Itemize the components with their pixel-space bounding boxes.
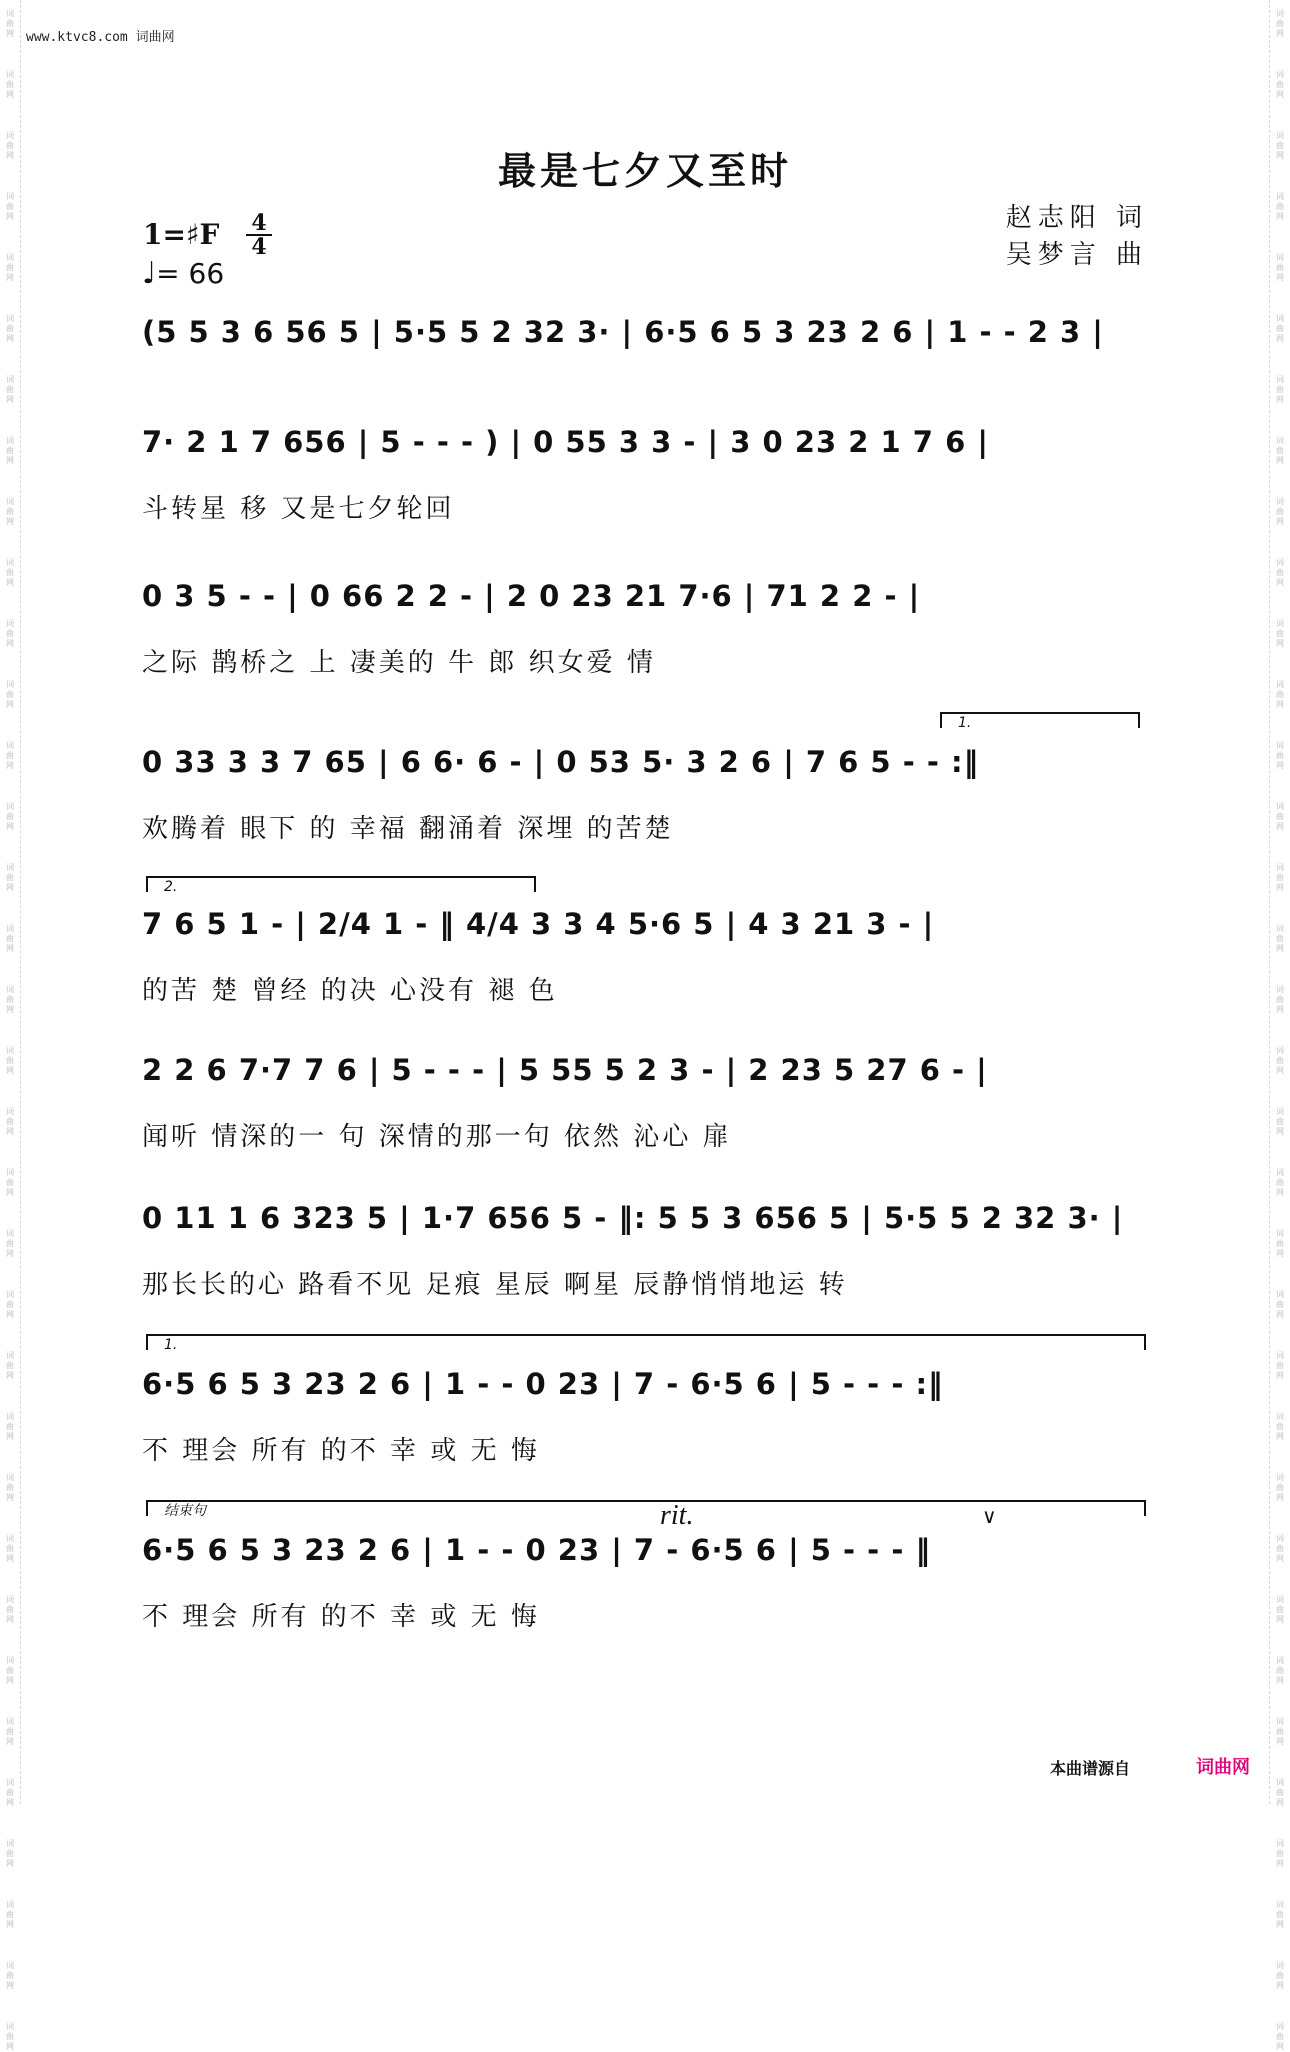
footer-source-text: 本曲谱源自	[1050, 1759, 1131, 1778]
volta-bracket-3	[146, 1334, 1146, 1353]
watermark-text: 词曲网	[1276, 1412, 1284, 1441]
watermark-text: 词曲网	[1276, 985, 1284, 1014]
system-notes: 0 3 5 - - | 0 66 2 2 - | 2 0 23 21 7·6 | 71 2 2 - |	[142, 579, 921, 613]
score-system-8	[142, 1364, 1148, 1468]
watermark-text: 词曲网	[1276, 192, 1284, 221]
score-system-6	[142, 1050, 1148, 1154]
watermark-text: 词曲网	[1276, 1656, 1284, 1685]
system-lyrics: 那长长的心 路看不见 足痕 星辰 啊星 辰静悄悄地运 转	[142, 1270, 848, 1300]
system-notes: 7· 2 1 7 656 | 5 - - - ) | 0 55 3 3 - | 3 0 23 2 1 7 6 |	[142, 425, 989, 459]
score-system-4	[142, 742, 1148, 846]
watermark-text: 词曲网	[6, 2022, 14, 2051]
watermark-text: 词曲网	[6, 253, 14, 282]
lyricist-credit: 赵志阳 词	[1005, 203, 1148, 233]
watermark-text: 词曲网	[6, 1534, 14, 1563]
watermark-text: 词曲网	[6, 680, 14, 709]
watermark-text: 词曲网	[6, 802, 14, 831]
time-signature-top: 4	[246, 212, 272, 236]
watermark-text: 词曲网	[6, 192, 14, 221]
watermark-text: 词曲网	[6, 436, 14, 465]
volta-bracket-1	[940, 712, 1140, 731]
watermark-text: 词曲网	[6, 375, 14, 404]
score-system-9	[142, 1530, 1148, 1634]
watermark-text: 词曲网	[6, 741, 14, 770]
volta-label: 2.	[164, 879, 178, 895]
watermark-text: 词曲网	[6, 985, 14, 1014]
watermark-text: 词曲网	[6, 1778, 14, 1807]
score-system-5	[142, 904, 1148, 1008]
watermark-text: 词曲网	[6, 1473, 14, 1502]
right-watermark-strip	[1269, 0, 1290, 2051]
watermark-text: 词曲网	[1276, 1473, 1284, 1502]
watermark-text: 词曲网	[6, 1107, 14, 1136]
watermark-text: 词曲网	[1276, 619, 1284, 648]
watermark-text: 词曲网	[1276, 2022, 1284, 2051]
system-notes: 2 2 6 7·7 7 6 | 5 - - - | 5 55 5 2 3 - | 2 23 5 27 6 - |	[142, 1053, 988, 1087]
watermark-text: 词曲网	[6, 1412, 14, 1441]
volta-bracket-2	[146, 876, 536, 895]
breath-mark-icon: ∨	[982, 1504, 997, 1528]
system-notes: 0 11 1 6 323 5 | 1·7 656 5 - ‖: 5 5 3 656 5 | 5·5 5 2 32 3· |	[142, 1201, 1124, 1235]
rit-marking: rit.	[660, 1500, 694, 1531]
time-signature	[246, 212, 272, 258]
watermark-text: 词曲网	[6, 314, 14, 343]
composer-credit: 吴梦言 曲	[1005, 240, 1148, 270]
watermark-text: 词曲网	[1276, 70, 1284, 99]
watermark-text: 词曲网	[1276, 863, 1284, 892]
volta-label: 1.	[958, 715, 972, 731]
song-title: 最是七夕又至时	[497, 148, 792, 193]
footer-site-logo[interactable]: 词曲网	[1196, 1757, 1250, 1778]
watermark-text: 词曲网	[1276, 924, 1284, 953]
watermark-text: 词曲网	[6, 1229, 14, 1258]
watermark-text: 词曲网	[1276, 802, 1284, 831]
system-lyrics: 斗转星 移 又是七夕轮回	[142, 494, 455, 524]
watermark-text: 词曲网	[6, 131, 14, 160]
time-signature-bottom: 4	[251, 234, 267, 260]
left-watermark-strip	[0, 0, 21, 2051]
watermark-text: 词曲网	[6, 924, 14, 953]
score-system-3	[142, 576, 1148, 680]
system-lyrics	[142, 382, 1148, 416]
quarter-note-icon: ♩	[142, 256, 157, 291]
system-notes: 6·5 6 5 3 23 2 6 | 1 - - 0 23 | 7 - 6·5 6 | 5 - - - ‖	[142, 1533, 931, 1567]
watermark-text: 词曲网	[6, 1717, 14, 1746]
score-system-1	[142, 312, 1148, 416]
system-lyrics: 闻听 情深的一 句 深情的那一句 依然 沁心 扉	[142, 1122, 732, 1152]
watermark-text: 词曲网	[1276, 1839, 1284, 1868]
watermark-text: 词曲网	[1276, 1961, 1284, 1990]
volta-label: 1.	[164, 1337, 178, 1353]
watermark-text: 词曲网	[6, 497, 14, 526]
tempo-value: = 66	[156, 257, 225, 290]
watermark-text: 词曲网	[6, 1168, 14, 1197]
watermark-text: 词曲网	[1276, 741, 1284, 770]
system-lyrics: 的苦 楚 曾经 的决 心没有 褪 色	[142, 976, 558, 1006]
watermark-text: 词曲网	[6, 1351, 14, 1380]
watermark-text: 词曲网	[6, 558, 14, 587]
score-system-7	[142, 1198, 1148, 1302]
site-url: www.ktvc8.com 词曲网	[26, 30, 175, 45]
watermark-text: 词曲网	[1276, 1046, 1284, 1075]
credits	[1006, 200, 1148, 274]
watermark-text: 词曲网	[1276, 1778, 1284, 1807]
system-lyrics: 之际 鹊桥之 上 凄美的 牛 郎 织女爱 情	[142, 648, 656, 678]
watermark-text: 词曲网	[1276, 1900, 1284, 1929]
watermark-text: 词曲网	[6, 863, 14, 892]
watermark-text: 词曲网	[1276, 436, 1284, 465]
watermark-text: 词曲网	[6, 1900, 14, 1929]
system-notes: 0 33 3 3 7 65 | 6 6· 6 - | 0 53 5· 3 2 6 | 7 6 5 - - :‖	[142, 745, 980, 779]
system-notes: (5 5 3 6 56 5 | 5·5 5 2 32 3· | 6·5 6 5 3 23 2 6 | 1 - - 2 3 |	[142, 315, 1104, 349]
watermark-text: 词曲网	[1276, 1229, 1284, 1258]
watermark-text: 词曲网	[6, 70, 14, 99]
watermark-text: 词曲网	[1276, 1717, 1284, 1746]
key-signature: 1=♯F	[143, 218, 220, 251]
watermark-text: 词曲网	[1276, 1107, 1284, 1136]
watermark-text: 词曲网	[1276, 1351, 1284, 1380]
tempo-marking	[142, 256, 224, 291]
coda-label: 结束句	[164, 1503, 206, 1519]
watermark-text: 词曲网	[1276, 1534, 1284, 1563]
watermark-text: 词曲网	[6, 9, 14, 38]
watermark-text: 词曲网	[6, 1595, 14, 1624]
watermark-text: 词曲网	[1276, 558, 1284, 587]
watermark-text: 词曲网	[1276, 9, 1284, 38]
watermark-text: 词曲网	[6, 1961, 14, 1990]
system-lyrics: 不 理会 所有 的不 幸 或 无 悔	[142, 1436, 540, 1466]
system-notes: 6·5 6 5 3 23 2 6 | 1 - - 0 23 | 7 - 6·5 6 | 5 - - - :‖	[142, 1367, 944, 1401]
system-lyrics: 欢腾着 眼下 的 幸福 翻涌着 深埋 的苦楚	[142, 814, 674, 844]
watermark-text: 词曲网	[6, 1656, 14, 1685]
score-system-2	[142, 422, 1148, 526]
watermark-text: 词曲网	[6, 1046, 14, 1075]
watermark-text: 词曲网	[6, 1290, 14, 1319]
system-lyrics: 不 理会 所有 的不 幸 或 无 悔	[142, 1602, 540, 1632]
watermark-text: 词曲网	[1276, 314, 1284, 343]
watermark-text: 词曲网	[1276, 253, 1284, 282]
watermark-text: 词曲网	[1276, 1595, 1284, 1624]
watermark-text: 词曲网	[1276, 1168, 1284, 1197]
watermark-text: 词曲网	[6, 619, 14, 648]
watermark-text: 词曲网	[1276, 131, 1284, 160]
watermark-text: 词曲网	[1276, 375, 1284, 404]
watermark-text: 词曲网	[1276, 680, 1284, 709]
system-notes: 7 6 5 1 - | 2/4 1 - ‖ 4/4 3 3 4 5·6 5 | 4 3 21 3 - |	[142, 907, 935, 941]
watermark-text: 词曲网	[6, 1839, 14, 1868]
watermark-text: 词曲网	[1276, 1290, 1284, 1319]
watermark-text: 词曲网	[1276, 497, 1284, 526]
